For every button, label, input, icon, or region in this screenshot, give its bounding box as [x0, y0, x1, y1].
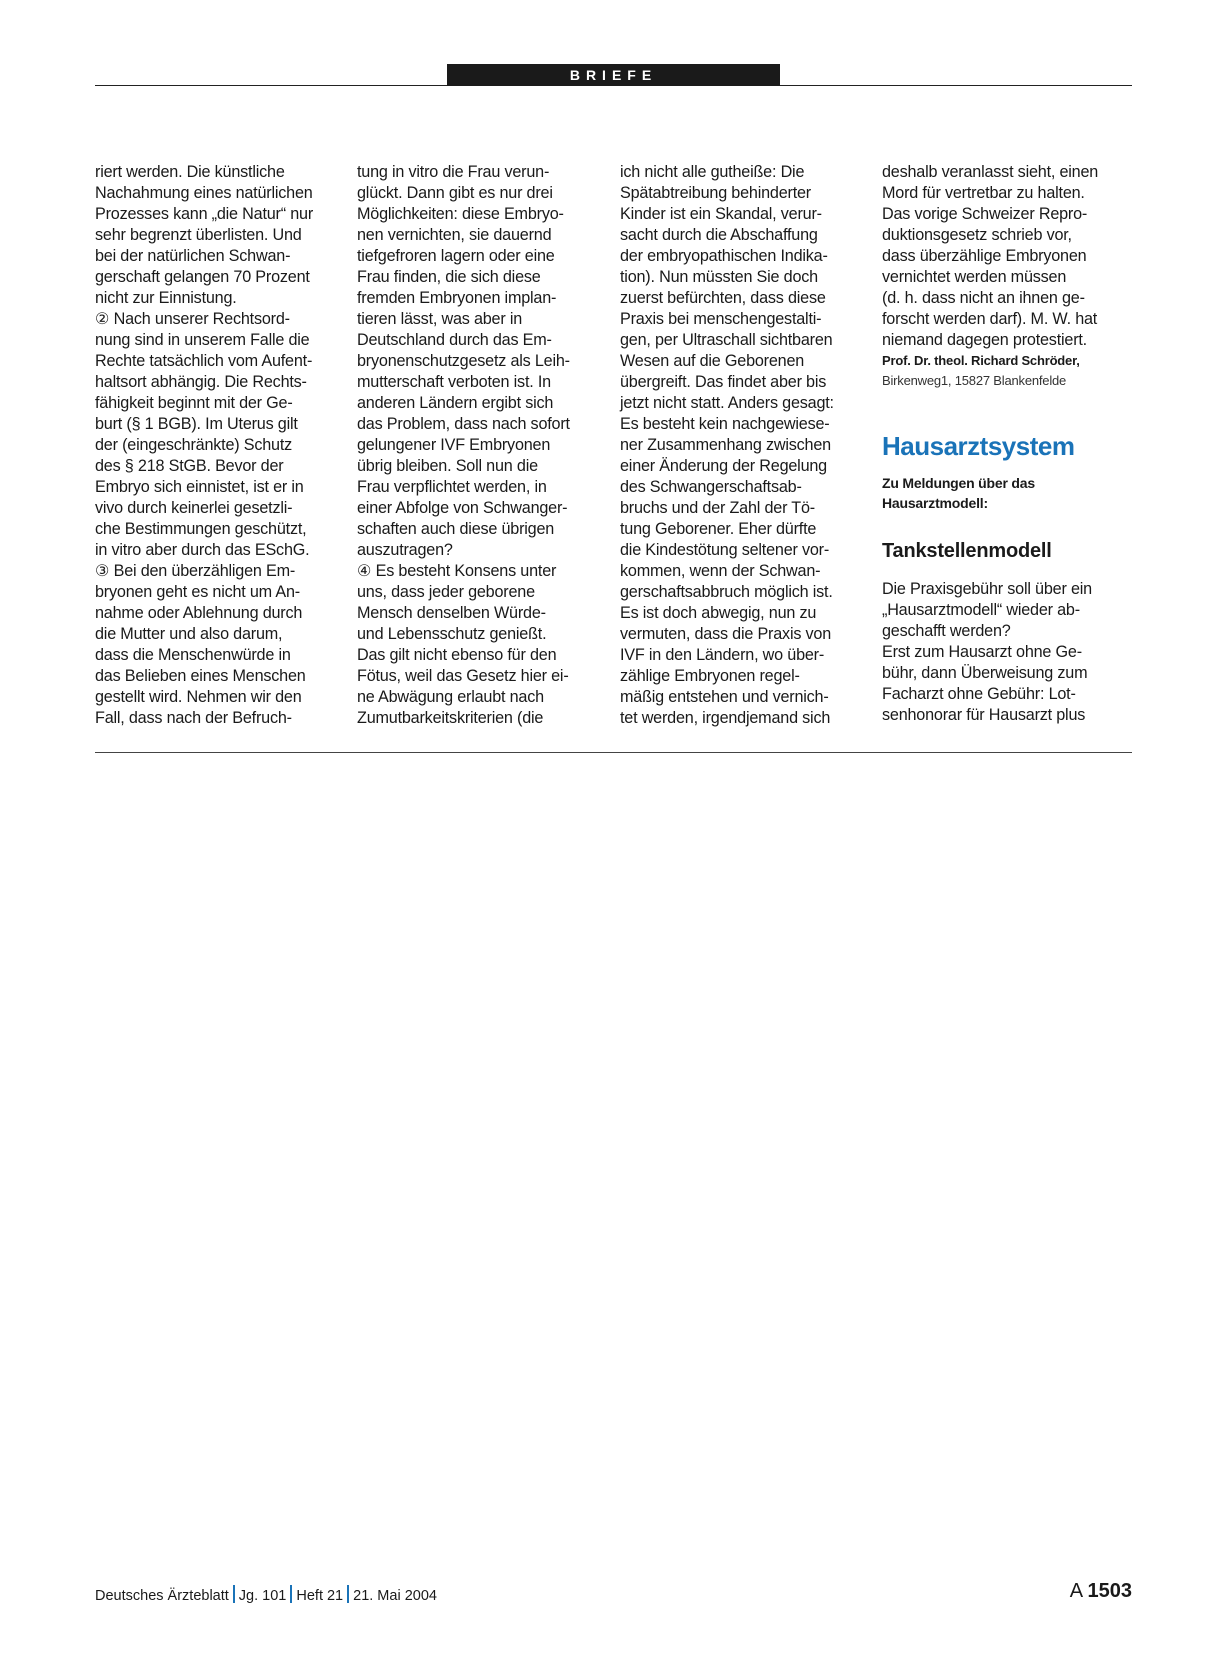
letter-body: [882, 579, 1134, 726]
text-line: der (eingeschränkte) Schutz: [95, 436, 293, 454]
text-line: des § 218 StGB. Bevor der: [95, 457, 284, 475]
text-line: Spätabtreibung behinderter: [620, 184, 811, 202]
text-line: tieren lässt, was aber in: [357, 310, 523, 328]
text-line: gen, per Ultraschall sichtbaren: [620, 331, 833, 349]
issue: Heft 21: [296, 1588, 344, 1604]
text-line: forscht werden darf). M. W. hat: [882, 310, 1098, 328]
text-line: Mord für vertretbar zu halten.: [882, 184, 1085, 202]
page-number: [1070, 1580, 1132, 1603]
text-line: IVF in den Ländern, wo über-: [620, 646, 825, 664]
text-line: Fötus, weil das Gesetz hier ei-: [357, 667, 569, 685]
text-line: dass die Menschenwürde in: [95, 646, 291, 664]
text-line: Rechte tatsächlich vom Aufent-: [95, 352, 313, 370]
page-number-value: 1503: [1087, 1580, 1132, 1602]
signature-address: Birkenweg1, 15827 Blankenfelde: [882, 373, 1067, 388]
text-line: (d. h. dass nicht an ihnen ge-: [882, 289, 1085, 307]
subhead-line: Hausarztmodell:: [882, 495, 988, 511]
text-line: anderen Ländern ergibt sich: [357, 394, 554, 412]
text-column-3: [620, 162, 872, 729]
text-line: übergreift. Das findet aber bis: [620, 373, 827, 391]
text-line: bei der natürlichen Schwan-: [95, 247, 291, 265]
text-line: nahme oder Ablehnung durch: [95, 604, 303, 622]
text-line: uns, dass jeder geborene: [357, 583, 535, 601]
text-line: einer Abfolge von Schwanger-: [357, 499, 568, 517]
section-label: BRIEFE: [447, 64, 780, 86]
footer-separator: [233, 1585, 235, 1603]
text-line: Zumutbarkeitskriterien (die: [357, 709, 544, 727]
text-line: nen vernichten, sie dauernd: [357, 226, 552, 244]
subhead-line: Zu Meldungen über das: [882, 475, 1035, 491]
text-line: zählige Embryonen regel-: [620, 667, 800, 685]
text-line: vivo durch keinerlei gesetzli-: [95, 499, 293, 517]
text-line: bryonen geht es nicht um An-: [95, 583, 300, 601]
text-line: Mensch denselben Würde-: [357, 604, 546, 622]
footer: [95, 1585, 437, 1604]
text-line: senhonorar für Hausarzt plus: [882, 706, 1086, 724]
text-line: haltsort abhängig. Die Rechts-: [95, 373, 307, 391]
text-line: Das vorige Schweizer Repro-: [882, 205, 1088, 223]
text-line: tet werden, irgendjemand sich: [620, 709, 831, 727]
text-line: jetzt nicht statt. Anders gesagt:: [620, 394, 834, 412]
text-line: mutterschaft verboten ist. In: [357, 373, 551, 391]
text-line: fremden Embryonen implan-: [357, 289, 557, 307]
text-line: kommen, wenn der Schwan-: [620, 562, 821, 580]
text-line: übrig bleiben. Soll nun die: [357, 457, 538, 475]
footer-separator: [290, 1585, 292, 1603]
footer-separator: [347, 1585, 349, 1603]
text-line: Das gilt nicht ebenso für den: [357, 646, 557, 664]
text-line: gelungener IVF Embryonen: [357, 436, 551, 454]
text-line: Facharzt ohne Gebühr: Lot-: [882, 685, 1076, 703]
text-line: die Mutter und also darum,: [95, 625, 283, 643]
text-line: tung in vitro die Frau verun-: [357, 163, 550, 181]
text-line: riert werden. Die künstliche: [95, 163, 285, 181]
text-line: vermuten, dass die Praxis von: [620, 625, 832, 643]
text-line: fähigkeit beginnt mit der Ge-: [95, 394, 293, 412]
letter-ending: [882, 162, 1134, 351]
text-line: gestellt wird. Nehmen wir den: [95, 688, 302, 706]
text-line: dass überzählige Embryonen: [882, 247, 1087, 265]
text-line: „Hausarztmodell“ wieder ab-: [882, 601, 1080, 619]
text-line: Fall, dass nach der Befruch-: [95, 709, 292, 727]
text-line: in vitro aber durch das ESchG.: [95, 541, 310, 559]
section-heading: Hausarztsystem: [882, 431, 1075, 461]
text-line: schaften auch diese übrigen: [357, 520, 555, 538]
text-line: Möglichkeiten: diese Embryo-: [357, 205, 564, 223]
text-line: einer Änderung der Regelung: [620, 457, 827, 475]
text-line: Es besteht kein nachgewiese-: [620, 415, 830, 433]
text-line: das Problem, dass nach sofort: [357, 415, 570, 433]
text-line: nung sind in unserem Falle die: [95, 331, 310, 349]
text-line: glückt. Dann gibt es nur drei: [357, 184, 553, 202]
text-line: ④ Es besteht Konsens unter: [357, 562, 557, 580]
text-line: niemand dagegen protestiert.: [882, 331, 1087, 349]
text-line: Prozesses kann „die Natur“ nur: [95, 205, 314, 223]
issue-date: 21. Mai 2004: [353, 1588, 437, 1604]
text-line: sacht durch die Abschaffung: [620, 226, 818, 244]
text-line: Embryo sich einnistet, ist er in: [95, 478, 304, 496]
text-line: Wesen auf die Geborenen: [620, 352, 805, 370]
text-line: vernichtet werden müssen: [882, 268, 1067, 286]
text-column-2: [357, 162, 609, 729]
volume: Jg. 101: [238, 1588, 287, 1604]
text-line: gerschaft gelangen 70 Prozent: [95, 268, 310, 286]
text-line: Nachahmung eines natürlichen: [95, 184, 313, 202]
text-line: geschafft werden?: [882, 622, 1011, 640]
text-line: Die Praxisgebühr soll über ein: [882, 580, 1092, 598]
text-line: che Bestimmungen geschützt,: [95, 520, 307, 538]
text-line: tiefgefroren lagern oder eine: [357, 247, 555, 265]
text-line: burt (§ 1 BGB). Im Uterus gilt: [95, 415, 298, 433]
text-line: zuerst befürchten, dass diese: [620, 289, 826, 307]
text-line: der embryopathischen Indika-: [620, 247, 828, 265]
text-line: Frau verpflichtet werden, in: [357, 478, 547, 496]
publication-name: Deutsches Ärzteblatt: [95, 1588, 229, 1604]
letter-title: Tankstellenmodell: [882, 540, 1052, 562]
text-line: deshalb veranlasst sieht, einen: [882, 163, 1099, 181]
text-line: Erst zum Hausarzt ohne Ge-: [882, 643, 1082, 661]
text-line: ich nicht alle gutheiße: Die: [620, 163, 805, 181]
text-line: ne Abwägung erlaubt nach: [357, 688, 544, 706]
text-column-4: [882, 162, 1134, 726]
text-line: Deutschland durch das Em-: [357, 331, 552, 349]
text-line: ③ Bei den überzähligen Em-: [95, 562, 296, 580]
text-line: die Kindestötung seltener vor-: [620, 541, 830, 559]
text-line: duktionsgesetz schrieb vor,: [882, 226, 1072, 244]
text-line: bryonenschutzgesetz als Leih-: [357, 352, 570, 370]
text-line: Praxis bei menschengestalti-: [620, 310, 822, 328]
text-line: Es ist doch abwegig, nun zu: [620, 604, 817, 622]
text-line: bühr, dann Überweisung zum: [882, 664, 1088, 682]
text-line: ② Nach unserer Rechtsord-: [95, 310, 290, 328]
text-line: das Belieben eines Menschen: [95, 667, 306, 685]
signature-name: Prof. Dr. theol. Richard Schröder,: [882, 353, 1080, 368]
section-subhead: [882, 473, 1134, 513]
text-line: bruchs und der Zahl der Tö-: [620, 499, 815, 517]
text-line: und Lebensschutz genießt.: [357, 625, 547, 643]
text-line: ner Zusammenhang zwischen: [620, 436, 831, 454]
text-line: nicht zur Einnistung.: [95, 289, 237, 307]
text-line: tung Geborener. Eher dürfte: [620, 520, 817, 538]
text-line: mäßig entstehen und vernich-: [620, 688, 829, 706]
text-line: sehr begrenzt überlisten. Und: [95, 226, 302, 244]
text-line: gerschaftsabbruch möglich ist.: [620, 583, 833, 601]
text-line: auszutragen?: [357, 541, 453, 559]
text-line: tion). Nun müssten Sie doch: [620, 268, 818, 286]
text-line: Kinder ist ein Skandal, verur-: [620, 205, 822, 223]
text-column-1: [95, 162, 347, 729]
text-line: des Schwangerschaftsab-: [620, 478, 802, 496]
page-prefix: A: [1069, 1580, 1082, 1602]
text-line: Frau finden, die sich diese: [357, 268, 541, 286]
bottom-rule: [95, 752, 1132, 753]
